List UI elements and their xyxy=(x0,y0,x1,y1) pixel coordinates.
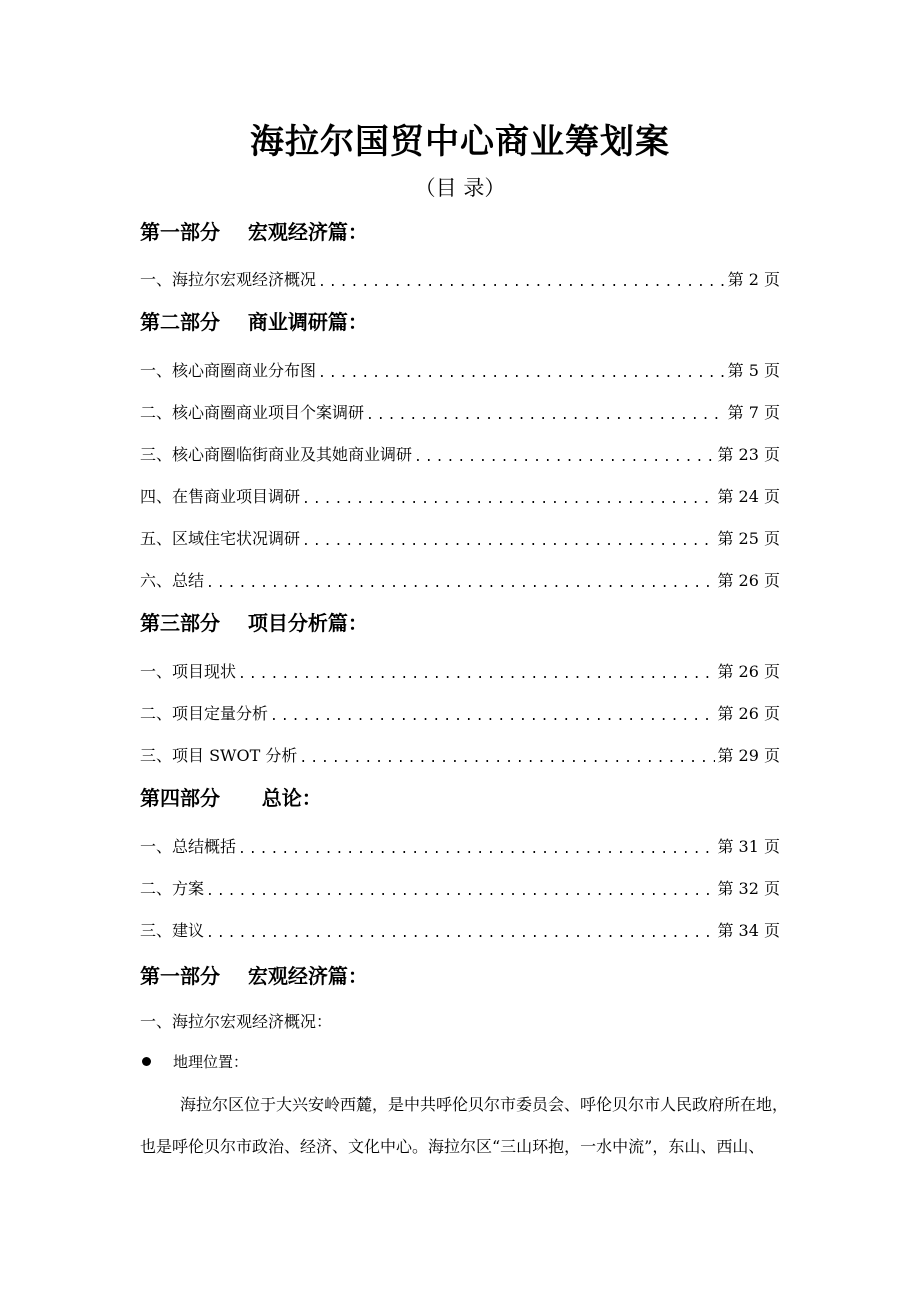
toc-entry[interactable] xyxy=(140,563,780,591)
toc-entry-label: 五、区域住宅状况调研 xyxy=(140,529,301,548)
toc-leader-dots xyxy=(238,842,715,857)
toc-entry[interactable] xyxy=(140,395,780,423)
toc-leader-dots xyxy=(414,450,715,465)
bullet-label: 地理位置： xyxy=(173,1053,249,1071)
toc-entry-page: 第 7 页 xyxy=(727,403,780,422)
toc-entry-page: 第 34 页 xyxy=(717,921,780,940)
toc-leader-dots xyxy=(270,709,715,724)
bullet-icon xyxy=(142,1057,151,1066)
body-part-heading: 第一部分 宏观经济篇： xyxy=(140,964,368,988)
toc-entry-page: 第 29 页 xyxy=(717,746,780,765)
toc-leader-dots xyxy=(299,751,715,766)
toc-entry-label: 一、海拉尔宏观经济概况 xyxy=(140,270,317,289)
toc-entry-label: 一、核心商圈商业分布图 xyxy=(140,361,317,380)
toc-entry-label: 二、方案 xyxy=(140,879,205,898)
toc-entry-page: 第 26 页 xyxy=(717,662,780,681)
toc-entry[interactable] xyxy=(140,437,780,465)
toc-leader-dots xyxy=(318,366,726,381)
toc-entry-page: 第 25 页 xyxy=(717,529,780,548)
toc-entry-label: 四、在售商业项目调研 xyxy=(140,487,301,506)
toc-entry-page: 第 31 页 xyxy=(717,837,780,856)
paragraph-line: 海拉尔区位于大兴安岭西麓，是中共呼伦贝尔市委员会、呼伦贝尔市人民政府所在地， xyxy=(180,1095,789,1114)
toc-entry-label: 一、项目现状 xyxy=(140,662,237,681)
toc-entry-label: 三、项目 SWOT 分析 xyxy=(140,746,298,765)
toc-entry[interactable] xyxy=(140,353,780,381)
toc-entry-label: 三、核心商圈临街商业及其她商业调研 xyxy=(140,445,413,464)
toc-leader-dots xyxy=(206,884,715,899)
body-sub-heading: 一、海拉尔宏观经济概况： xyxy=(140,1012,333,1031)
toc-leader-dots xyxy=(302,534,715,549)
toc-entry-page: 第 26 页 xyxy=(717,571,780,590)
toc-entry[interactable] xyxy=(140,913,780,941)
toc-leader-dots xyxy=(366,408,726,423)
toc-entry-page: 第 2 页 xyxy=(727,270,780,289)
toc-entry-page: 第 32 页 xyxy=(717,879,780,898)
toc-entry[interactable] xyxy=(140,738,780,766)
toc-subtitle: （目 录） xyxy=(414,176,506,200)
toc-entry-label: 一、总结概括 xyxy=(140,837,237,856)
bullet-item xyxy=(140,1051,248,1072)
toc-leader-dots xyxy=(302,492,715,507)
toc-entry-page: 第 26 页 xyxy=(717,704,780,723)
body-paragraph xyxy=(140,1084,789,1168)
toc-entry[interactable] xyxy=(140,696,780,724)
toc-leader-dots xyxy=(238,667,715,682)
toc-entry[interactable] xyxy=(140,521,780,549)
toc-section-1: 第一部分 宏观经济篇： xyxy=(140,220,368,244)
toc-section-2: 第二部分 商业调研篇： xyxy=(140,310,368,334)
toc-section-4: 第四部分 总论： xyxy=(140,786,322,810)
paragraph-line: 也是呼伦贝尔市政治、经济、文化中心。海拉尔区“三山环抱，一水中流”，东山、西山、 xyxy=(140,1137,765,1156)
toc-entry-label: 二、核心商圈商业项目个案调研 xyxy=(140,403,365,422)
toc-entry[interactable] xyxy=(140,262,780,290)
toc-entry[interactable] xyxy=(140,871,780,899)
document-title: 海拉尔国贸中心商业筹划案 xyxy=(250,122,670,162)
toc-entry[interactable] xyxy=(140,479,780,507)
toc-entry-page: 第 23 页 xyxy=(717,445,780,464)
toc-section-3: 第三部分 项目分析篇： xyxy=(140,611,368,635)
toc-entry-page: 第 5 页 xyxy=(727,361,780,380)
toc-leader-dots xyxy=(206,926,715,941)
toc-entry[interactable] xyxy=(140,654,780,682)
toc-leader-dots xyxy=(206,576,715,591)
toc-entry-page: 第 24 页 xyxy=(717,487,780,506)
toc-entry-label: 三、建议 xyxy=(140,921,205,940)
toc-leader-dots xyxy=(318,275,726,290)
toc-entry-label: 六、总结 xyxy=(140,571,205,590)
toc-entry-label: 二、项目定量分析 xyxy=(140,704,269,723)
toc-entry[interactable] xyxy=(140,829,780,857)
